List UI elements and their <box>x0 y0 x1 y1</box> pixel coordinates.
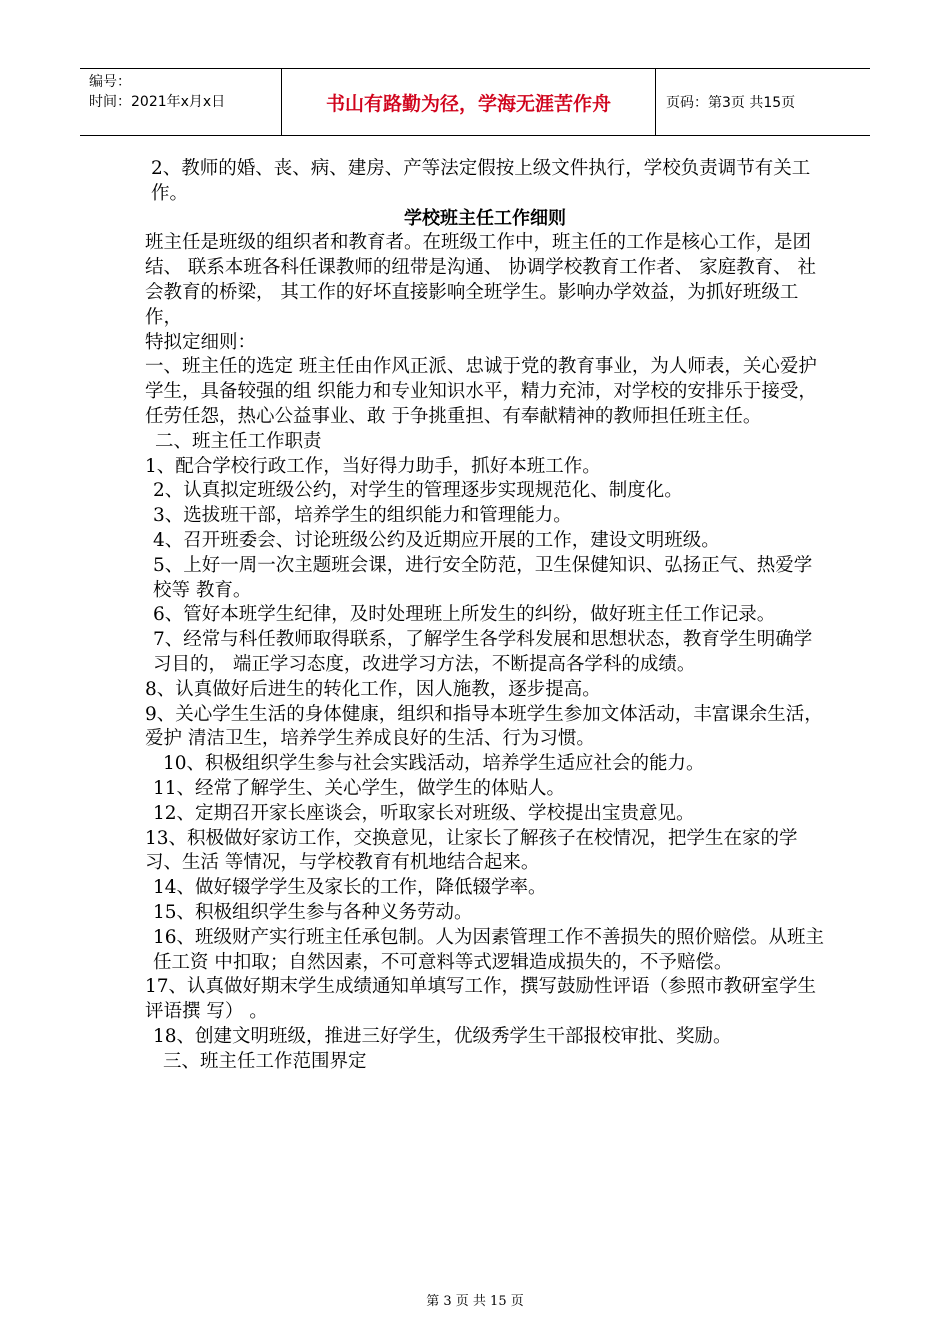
page-footer: 第 3 页 共 15 页 <box>426 1294 524 1309</box>
document-body <box>145 157 825 1074</box>
section-2-heading: 二、班主任工作职责 <box>155 430 322 452</box>
duty-item: 10、积极组织学生参与社会实践活动，培养学生适应社会的能力。 <box>163 753 705 775</box>
duty-item: 7、经常与科任教师取得联系，了解学生各学科发展和思想状态，教育学生明确学习目的， 端正学习态度，改进学习方法，不断提高各学科的成绩。 <box>153 629 813 675</box>
duty-item: 5、上好一周一次主题班会课，进行安全防范，卫生保健知识、弘扬正气、热爱学校等 教育。 <box>153 554 813 601</box>
header-page-info: 页码：第3页 共15页 <box>666 95 796 111</box>
page-header <box>80 68 870 136</box>
duty-item: 3、选拔班干部，培养学生的组织能力和管理能力。 <box>153 505 572 527</box>
duty-item: 17、认真做好期末学生成绩通知单填写工作，撰写鼓励性评语（参照市教研室学生评语撰 写） 。 <box>145 976 817 1023</box>
duty-item: 18、创建文明班级，推进三好学生，优级秀学生干部报校审批、奖励。 <box>153 1025 732 1047</box>
document-number-label: 编号： <box>89 74 131 90</box>
preamble-continuation: 特拟定细则： <box>145 331 257 353</box>
duty-item: 9、关心学生生活的身体健康，组织和指导本班学生参加文体活动，丰富课余生活，爱护 清洁卫生，培养学生养成良好的生活、行为习惯。 <box>145 703 823 750</box>
header-motto: 书山有路勤为径，学海无涯苦作舟 <box>282 69 656 135</box>
duty-item: 13、积极做好家访工作，交换意见，让家长了解孩子在校情况，把学生在家的学习、生活 等情况，与学校教育有机地结合起来。 <box>145 827 798 874</box>
section-1-paragraph: 一、班主任的选定 班主任由作风正派、忠诚于党的教育事业，为人师表，关心爱护学生，具备较强的组 织能力和专业知识水平，精力充沛，对学校的安排乐于接受，任劳任怨，热心公益事业、敢 于争挑重担、有奉献精神的教师担任班主任。 <box>145 356 817 427</box>
intro-item: 2、教师的婚、丧、病、建房、产等法定假按上级文件执行，学校负责调节有关工作。 <box>151 158 811 204</box>
preamble-paragraph: 班主任是班级的组织者和教育者。在班级工作中，班主任的工作是核心工作，是团结、 联系本班各科任课教师的纽带是沟通、 协调学校教育工作者、 家庭教育、 社会教育的桥梁， 其工作的好坏直接影响全班学生。影响办学效益，为抓好班级工作， <box>145 232 817 328</box>
duty-item: 11、经常了解学生、关心学生，做学生的体贴人。 <box>153 777 566 799</box>
duty-item: 1、配合学校行政工作，当好得力助手，抓好本班工作。 <box>145 455 601 477</box>
duty-item: 8、认真做好后进生的转化工作，因人施教，逐步提高。 <box>145 678 601 700</box>
header-meta <box>80 69 282 135</box>
duty-item: 2、认真拟定班级公约，对学生的管理逐步实现规范化、制度化。 <box>153 480 683 502</box>
duty-item: 15、积极组织学生参与各种义务劳动。 <box>153 901 473 923</box>
duty-item: 4、召开班委会、讨论班级公约及近期应开展的工作，建设文明班级。 <box>153 529 720 551</box>
document-title: 学校班主任工作细则 <box>404 207 566 229</box>
duty-item: 6、管好本班学生纪律，及时处理班上所发生的纠纷，做好班主任工作记录。 <box>153 604 776 626</box>
duty-item: 14、做好辍学学生及家长的工作，降低辍学率。 <box>153 877 547 899</box>
duty-item: 16、班级财产实行班主任承包制。人为因素管理工作不善损失的照价赔偿。从班主任工资 中扣取；自然因素，不可意料等式逻辑造成损失的，不予赔偿。 <box>153 926 825 973</box>
duty-item: 12、定期召开家长座谈会，听取家长对班级、学校提出宝贵意见。 <box>153 802 695 824</box>
document-time-label: 时间：2021年x月x日 <box>89 94 226 110</box>
section-3-heading: 三、班主任工作范围界定 <box>163 1050 367 1072</box>
